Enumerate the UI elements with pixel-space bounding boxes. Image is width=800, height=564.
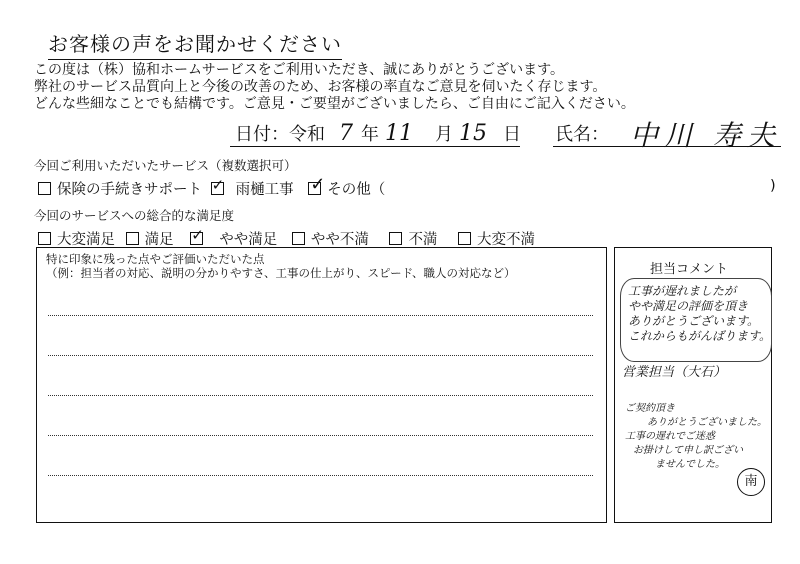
service-option-insurance[interactable]: 保険の手続きサポート bbox=[38, 182, 202, 198]
note-line: やや満足の評価を頂き bbox=[628, 299, 749, 313]
writing-line bbox=[48, 475, 593, 476]
satisfaction-very-satisfied[interactable]: 大変満足 bbox=[38, 232, 115, 248]
feedback-example: （例：担当者の対応、説明の分かりやすさ、工事の仕上がり、スピード、職人の対応など） bbox=[46, 266, 516, 280]
staff-name: 営業担当（大石） bbox=[622, 365, 727, 380]
satisfaction-somewhat-satisfied[interactable]: ✓ やや満足 bbox=[190, 232, 277, 248]
checkbox-checked[interactable] bbox=[190, 232, 203, 245]
services-options bbox=[38, 178, 385, 199]
name-underline bbox=[553, 146, 781, 147]
feedback-heading-block bbox=[46, 252, 516, 280]
note-line: ませんでした。 bbox=[655, 459, 725, 470]
page-title: お客様の声をお聞かせください bbox=[48, 28, 342, 60]
date-year-unit: 年 bbox=[361, 124, 379, 145]
writing-line bbox=[48, 355, 593, 356]
services-heading: 今回ご利用いただいたサービス（複数選択可） bbox=[34, 158, 297, 173]
date-label: 日付：令和 bbox=[235, 124, 325, 145]
date-month-unit: 月 bbox=[435, 124, 453, 145]
note-line: ありがとうございます。 bbox=[628, 314, 760, 328]
checkbox[interactable] bbox=[126, 232, 139, 245]
satisfaction-somewhat-dissatisfied[interactable]: やや不満 bbox=[292, 232, 369, 248]
note-line: ありがとうございました。 bbox=[647, 417, 767, 428]
note-line: 工事の遅れでご迷惑 bbox=[625, 431, 715, 442]
date-year: 7 bbox=[339, 121, 353, 146]
name-value[interactable]: 中川 寿夫 bbox=[630, 119, 781, 152]
date-underline bbox=[230, 146, 520, 147]
writing-line bbox=[48, 315, 593, 316]
writing-line bbox=[48, 395, 593, 396]
intro-line-3: どんな些細なことでも結構です。ご意見・ご要望がございましたら、ご自由にご記入ください。 bbox=[34, 96, 635, 112]
checkbox[interactable] bbox=[389, 232, 402, 245]
checkbox[interactable] bbox=[458, 232, 471, 245]
satisfaction-satisfied[interactable]: 満足 bbox=[126, 232, 174, 248]
service-option-gutter[interactable]: ✓ 雨樋工事 bbox=[211, 182, 294, 198]
checkbox-checked[interactable] bbox=[308, 182, 321, 195]
staff-comment-heading: 担当コメント bbox=[650, 262, 729, 277]
satisfaction-dissatisfied[interactable]: 不満 bbox=[389, 232, 437, 248]
date-field[interactable] bbox=[235, 120, 521, 146]
checkbox[interactable] bbox=[38, 232, 51, 245]
date-day-unit: 日 bbox=[503, 124, 521, 145]
note-line: これからもがんばります。 bbox=[628, 329, 772, 343]
note-line: 工事が遅れましたが bbox=[628, 284, 737, 298]
approval-stamp: 南 bbox=[737, 468, 765, 496]
services-close-paren: ) bbox=[770, 178, 776, 194]
date-day: 15 bbox=[459, 121, 487, 146]
staff-note bbox=[625, 402, 767, 472]
checkbox-checked[interactable] bbox=[211, 182, 224, 195]
name-label: 氏名： bbox=[555, 124, 609, 145]
intro-line-1: この度は（株）協和ホームサービスをご利用いただき、誠にありがとうございます。 bbox=[34, 62, 565, 78]
satisfaction-heading: 今回のサービスへの総合的な満足度 bbox=[34, 208, 235, 223]
satisfaction-very-dissatisfied[interactable]: 大変不満 bbox=[458, 232, 535, 248]
satisfaction-options bbox=[38, 228, 535, 249]
note-line: ご契約頂き bbox=[625, 403, 675, 414]
intro-line-2: 弊社のサービス品質向上と今後の改善のため、お客様の率直なご意見を伺いたく存じます。 bbox=[34, 79, 607, 95]
feedback-heading: 特に印象に残った点やご評価いただいた点 bbox=[46, 252, 265, 266]
customer-note bbox=[628, 284, 771, 344]
service-option-other[interactable]: ✓ その他（ bbox=[308, 182, 385, 198]
writing-line bbox=[48, 435, 593, 436]
feedback-panel[interactable] bbox=[36, 247, 607, 523]
intro-text bbox=[34, 62, 635, 113]
note-line: お掛けして申し訳ござい bbox=[633, 445, 743, 456]
checkbox[interactable] bbox=[38, 182, 51, 195]
checkbox[interactable] bbox=[292, 232, 305, 245]
date-month: 11 bbox=[385, 121, 413, 146]
